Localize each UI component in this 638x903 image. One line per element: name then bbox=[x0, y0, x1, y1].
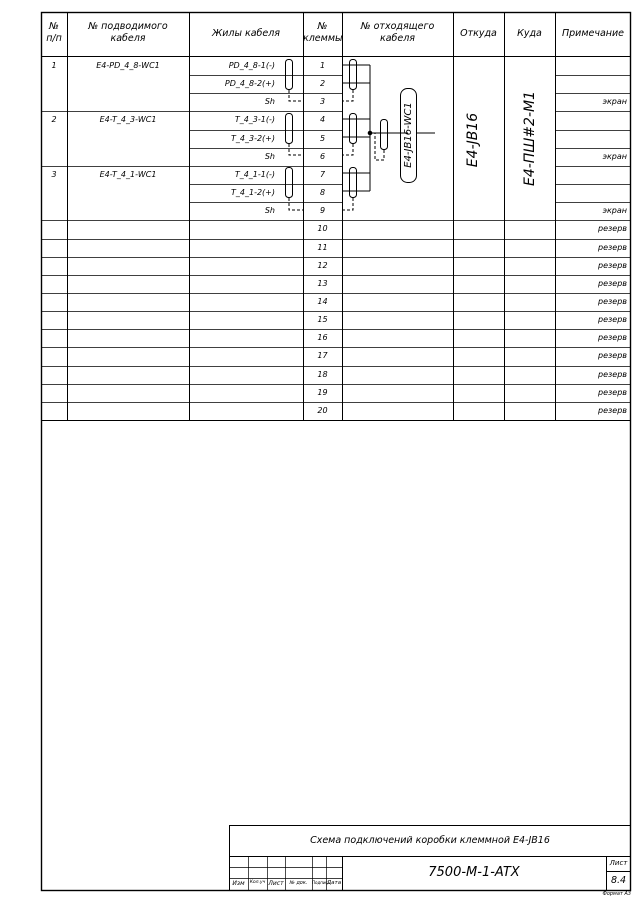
row-core: T_4_1-1(-) bbox=[234, 169, 275, 179]
shield-bracket-3 bbox=[286, 168, 293, 198]
row-note: экран bbox=[602, 206, 627, 216]
row-terminal: 8 bbox=[319, 188, 326, 198]
header-incoming-line2: кабеля bbox=[110, 33, 146, 44]
header-terminal bbox=[303, 21, 342, 45]
row-core: T_4_1-2(+) bbox=[231, 188, 275, 198]
sheet-label: Лист bbox=[609, 859, 628, 867]
row-terminal: 20 bbox=[317, 405, 328, 415]
row-core: Sh bbox=[264, 206, 275, 216]
outgoing-cable-label: E4-JB16-WC1 bbox=[403, 102, 414, 168]
format-label: Формат А3 bbox=[602, 891, 631, 897]
shield-lead-1 bbox=[289, 90, 303, 101]
sign-label-kol: Кол.уч bbox=[249, 880, 266, 885]
row-cable: E4-T_4_1-WC1 bbox=[99, 169, 157, 179]
row-terminal: 18 bbox=[317, 369, 328, 379]
row-terminal: 2 bbox=[319, 79, 326, 89]
row-note: резерв bbox=[598, 351, 627, 361]
row-terminal: 19 bbox=[317, 387, 328, 397]
header-note: Примечание bbox=[561, 28, 625, 39]
header-outgoing-line2: кабеля bbox=[379, 33, 416, 44]
sheet-border bbox=[42, 13, 631, 891]
sign-label-izm: Изм bbox=[232, 880, 245, 887]
out-bracket-2 bbox=[350, 114, 357, 144]
row-terminal: 6 bbox=[319, 151, 326, 161]
row-core: PD_4_8-2(+) bbox=[224, 79, 275, 89]
sign-label-date: Дата bbox=[326, 880, 342, 886]
shield-bracket-2 bbox=[286, 114, 293, 144]
header-terminal-line2: клеммы bbox=[303, 33, 343, 44]
header-from: Откуда bbox=[460, 28, 497, 39]
row-core: Sh bbox=[264, 97, 275, 107]
to-label: E4-ПШ#2-M1 bbox=[522, 91, 538, 186]
row-terminal: 13 bbox=[317, 278, 328, 288]
row-cable: E4-PD_4_8-WC1 bbox=[96, 61, 160, 70]
header-outgoing-line1: № отходящего bbox=[360, 21, 435, 32]
row-note: резерв bbox=[598, 405, 627, 415]
row-note: резерв bbox=[598, 333, 627, 343]
row-note: резерв bbox=[598, 224, 627, 234]
row-cable: E4-T_4_3-WC1 bbox=[99, 115, 157, 125]
row-terminal: 10 bbox=[317, 224, 328, 234]
row-note: резерв bbox=[598, 387, 627, 397]
shield-bracket-1 bbox=[286, 60, 293, 90]
header-num-line2: п/п bbox=[46, 33, 62, 44]
row-num: 2 bbox=[51, 115, 57, 125]
sign-label-doc: № док. bbox=[289, 880, 308, 886]
drawing-title: Схема подключений коробки клеммной E4-JB16 bbox=[310, 835, 550, 846]
row-terminal: 17 bbox=[317, 351, 328, 361]
row-terminal: 16 bbox=[317, 333, 328, 343]
sign-label-list: Лист bbox=[268, 880, 284, 887]
row-note: резерв bbox=[598, 242, 627, 252]
doc-code: 7500-M-1-ATX bbox=[428, 865, 520, 880]
out-bracket-3 bbox=[350, 168, 357, 198]
row-terminal: 5 bbox=[319, 133, 326, 143]
header-cores: Жилы кабеля bbox=[211, 28, 281, 39]
row-core: T_4_3-2(+) bbox=[231, 133, 275, 143]
shield-lead-3 bbox=[289, 198, 303, 210]
header-num-line1: № bbox=[49, 21, 59, 32]
header-num bbox=[41, 21, 67, 45]
row-core: Sh bbox=[264, 151, 275, 161]
row-terminal: 3 bbox=[319, 97, 326, 107]
row-note: резерв bbox=[598, 315, 627, 325]
row-terminal: 14 bbox=[317, 296, 328, 306]
row-note: резерв bbox=[598, 369, 627, 379]
row-terminal: 1 bbox=[319, 61, 326, 70]
row-terminal: 7 bbox=[319, 169, 326, 179]
header-incoming-cable bbox=[67, 21, 189, 45]
row-terminal: 15 bbox=[317, 315, 328, 325]
row-note: резерв bbox=[598, 278, 627, 288]
header-outgoing-cable bbox=[342, 21, 453, 45]
row-terminal: 12 bbox=[317, 260, 328, 270]
row-terminal: 11 bbox=[317, 242, 328, 252]
row-note: экран bbox=[602, 151, 627, 161]
out-shield-2 bbox=[343, 144, 353, 155]
row-note: резерв bbox=[598, 260, 627, 270]
row-note: резерв bbox=[598, 296, 627, 306]
out-bracket-1 bbox=[350, 60, 357, 90]
header-to: Куда bbox=[517, 28, 542, 39]
shield-lead-2 bbox=[289, 144, 303, 155]
trunk-bracket bbox=[381, 120, 388, 150]
out-shield-3 bbox=[343, 198, 353, 210]
sign-label-sign: Подпись bbox=[312, 880, 330, 885]
row-terminal: 4 bbox=[319, 115, 326, 125]
sheet-number: 8.4 bbox=[610, 875, 627, 886]
row-num: 1 bbox=[51, 61, 57, 70]
row-core: T_4_3-1(-) bbox=[234, 115, 275, 125]
row-core: PD_4_8-1(-) bbox=[228, 61, 275, 70]
header-terminal-line1: № bbox=[317, 21, 328, 32]
row-num: 3 bbox=[51, 169, 57, 179]
header-incoming-line1: № подводимого bbox=[88, 21, 168, 32]
from-label: E4-JB16 bbox=[465, 112, 481, 168]
row-terminal: 9 bbox=[319, 206, 326, 216]
out-shield-1 bbox=[343, 90, 353, 101]
row-note: экран bbox=[602, 97, 627, 107]
